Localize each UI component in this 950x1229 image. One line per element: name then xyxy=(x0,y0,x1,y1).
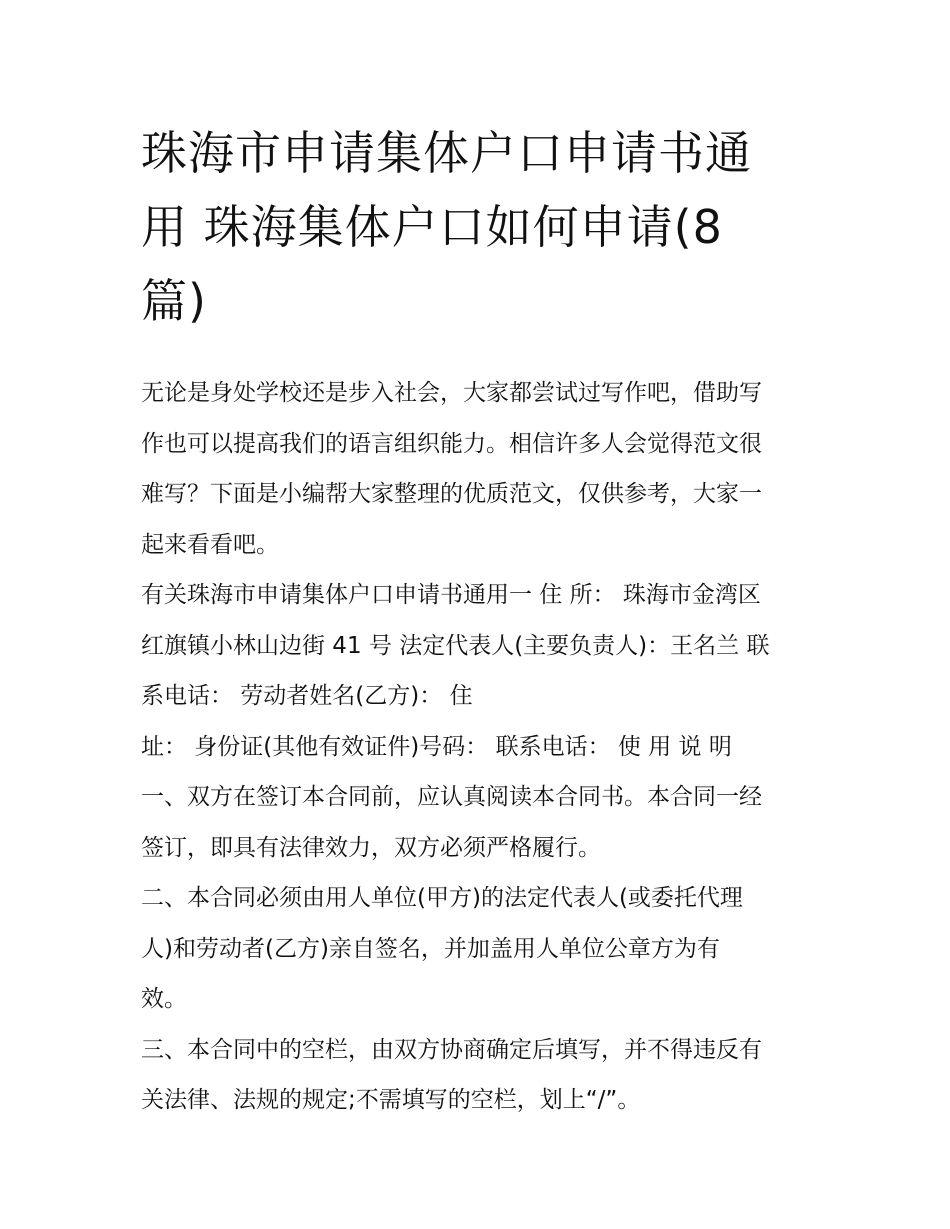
title-line-1: 珠海市申请集体户口申请书通 xyxy=(141,126,752,180)
body-line-6: 红旗镇小林山边街 41 号 法定代表人(主要负责人)：王名兰 联 xyxy=(141,632,770,659)
document-title xyxy=(141,116,816,338)
document-body xyxy=(141,368,816,1126)
body-line-8: 址： 身份证(其他有效证件)号码： 联系电话： 使 用 说 明 xyxy=(141,733,732,760)
body-line-3: 难写？下面是小编帮大家整理的优质范文，仅供参考，大家一 xyxy=(141,481,762,507)
body-line-13: 效。 xyxy=(141,986,187,1012)
body-line-15: 关法律、法规的规定;不需填写的空栏，划上“/”。 xyxy=(141,1087,641,1113)
body-line-4: 起来看看吧。 xyxy=(141,531,279,558)
body-line-2: 作也可以提高我们的语言组织能力。相信许多人会觉得范文很 xyxy=(141,430,762,457)
body-line-1: 无论是身处学校还是步入社会，大家都尝试过写作吧，借助写 xyxy=(141,380,762,406)
document-page xyxy=(141,116,816,1126)
body-line-11: 二、本合同必须由用人单位(甲方)的法定代表人(或委托代理 xyxy=(141,885,743,911)
body-line-12: 人)和劳动者(乙方)亲自签名，并加盖用人单位公章方为有 xyxy=(141,935,720,962)
body-line-14: 三、本合同中的空栏，由双方协商确定后填写，并不得违反有 xyxy=(141,1036,762,1063)
title-line-2: 用 珠海集体户口如何申请(8 xyxy=(141,200,723,254)
title-line-3: 篇) xyxy=(141,274,207,328)
body-line-7: 系电话： 劳动者姓名(乙方)： 住 xyxy=(141,683,473,709)
body-line-9: 一、双方在签订本合同前，应认真阅读本合同书。本合同一经 xyxy=(141,784,762,810)
body-line-10: 签订，即具有法律效力，双方必须严格履行。 xyxy=(141,834,601,861)
body-line-5: 有关珠海市申请集体户口申请书通用一 住 所： 珠海市金湾区 xyxy=(141,582,761,608)
